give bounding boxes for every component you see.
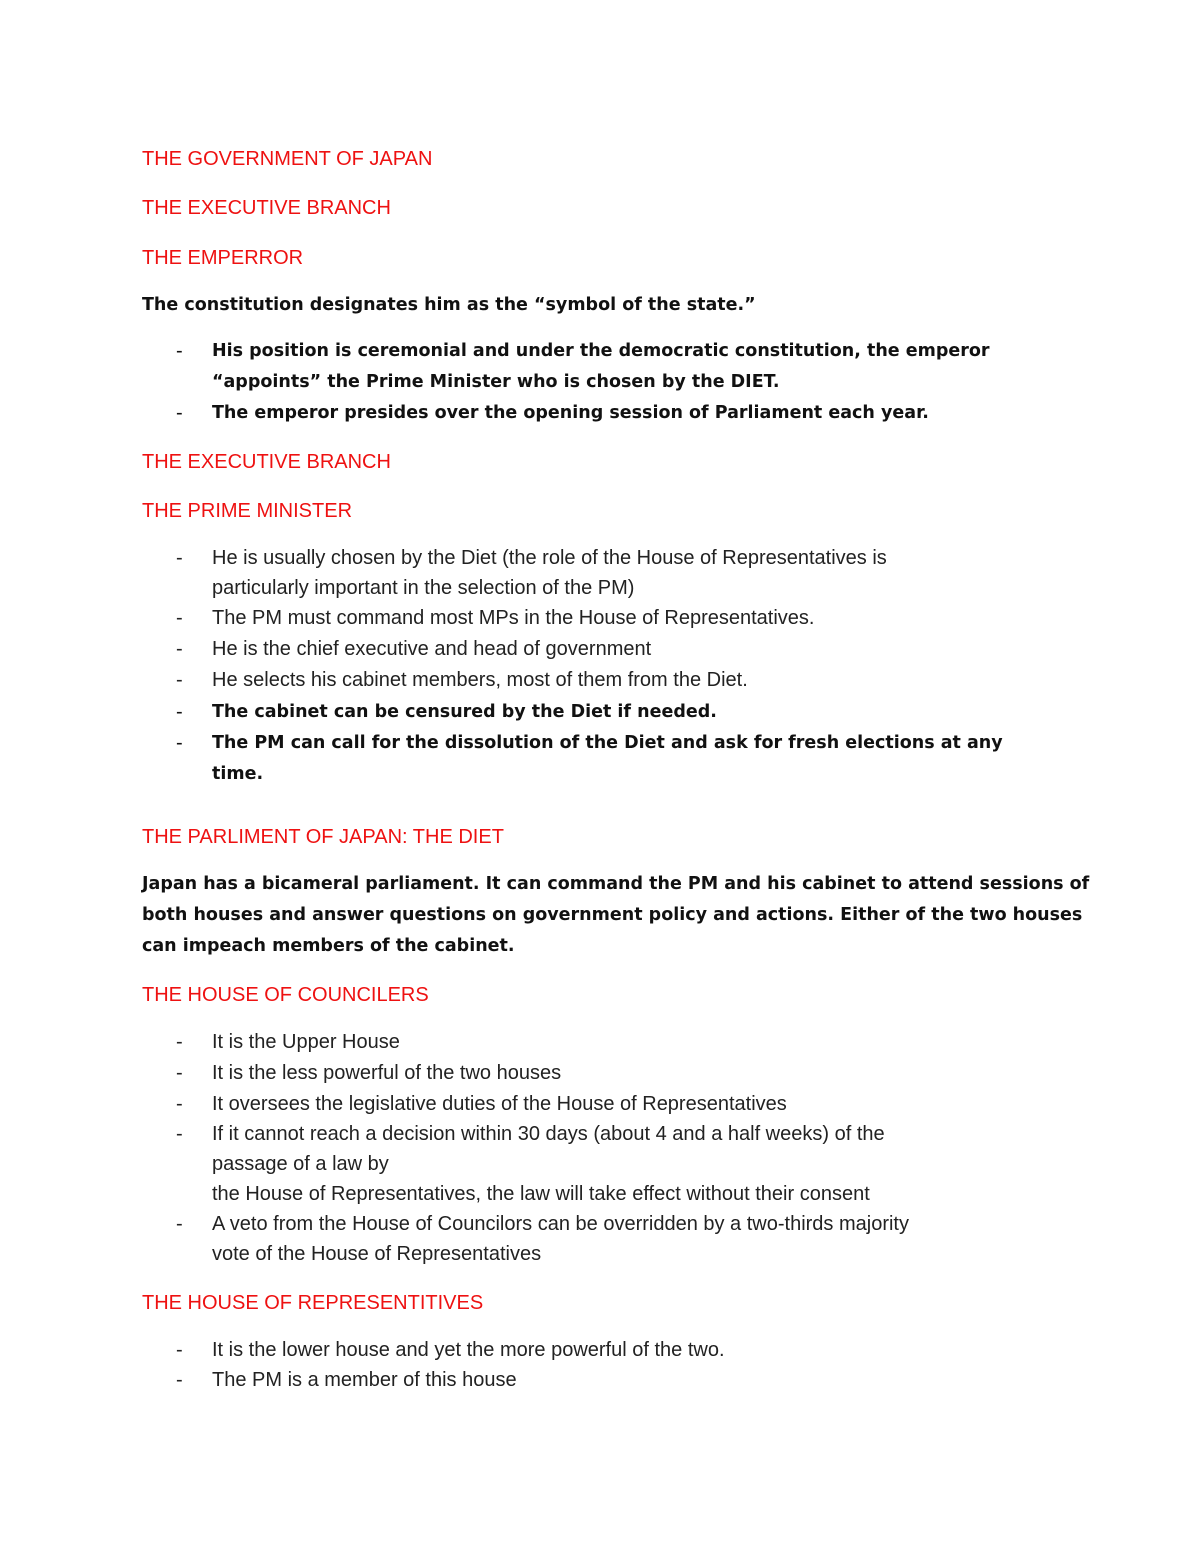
bullet-dash: - [176, 1062, 183, 1084]
list-item-text: It is the lower house and yet the more powerful of the two. [212, 1339, 725, 1361]
heading-emperor: THE EMPERROR [142, 247, 304, 269]
heading-house-of-councilors: THE HOUSE OF COUNCILERS [142, 984, 429, 1006]
bullet-dash: - [176, 607, 183, 629]
heading-parliament: THE PARLIMENT OF JAPAN: THE DIET [142, 826, 504, 848]
list-item-text: It is the less powerful of the two houses [212, 1062, 562, 1084]
parliament-intro-line: both houses and answer questions on government policy and actions. Either of the two houses [142, 905, 1083, 925]
list-item-text: “appoints” the Prime Minister who is chosen by the DIET. [212, 372, 780, 392]
list-item-text: The emperor presides over the opening session of Parliament each year. [212, 403, 929, 423]
heading-prime-minister: THE PRIME MINISTER [142, 500, 353, 522]
heading-executive-branch: THE EXECUTIVE BRANCH [142, 197, 391, 219]
bullet-dash: - [176, 1339, 183, 1361]
list-item-text: If it cannot reach a decision within 30 days (about 4 and a half weeks) of the [212, 1123, 885, 1145]
list-item-text: The PM is a member of this house [212, 1369, 517, 1391]
emperor-intro: The constitution designates him as the “symbol of the state.” [142, 295, 756, 315]
list-item-text: the House of Representatives, the law will take effect without their consent [212, 1183, 870, 1205]
bullet-dash: - [176, 701, 183, 723]
bullet-dash: - [176, 340, 183, 362]
list-item-text: He is usually chosen by the Diet (the role of the House of Representatives is [212, 547, 887, 569]
bullet-dash: - [176, 1213, 183, 1235]
list-item-text: The PM can call for the dissolution of the Diet and ask for fresh elections at any time. [212, 733, 1003, 784]
list-item-text: It oversees the legislative duties of the House of Representatives [212, 1093, 787, 1115]
heading-executive-branch: THE EXECUTIVE BRANCH [142, 451, 391, 473]
list-item-text: The PM must command most MPs in the House of Representatives. [212, 607, 815, 629]
list-item-text: A veto from the House of Councilors can be overridden by a two-thirds majority [212, 1213, 909, 1235]
list-item-text: He selects his cabinet members, most of them from the Diet. [212, 669, 748, 691]
bullet-dash: - [176, 638, 183, 660]
heading-government-of-japan: THE GOVERNMENT OF JAPAN [142, 148, 433, 170]
bullet-dash: - [176, 1123, 183, 1145]
heading-house-of-representatives: THE HOUSE OF REPRESENTITIVES [142, 1292, 484, 1314]
bullet-dash: - [176, 1031, 183, 1053]
bullet-dash: - [176, 732, 183, 754]
bullet-dash: - [176, 1093, 183, 1115]
parliament-intro-line: can impeach members of the cabinet. [142, 936, 515, 956]
bullet-dash: - [176, 402, 183, 424]
bullet-dash: - [176, 1369, 183, 1391]
list-item-text: It is the Upper House [212, 1031, 400, 1053]
parliament-intro-line: Japan has a bicameral parliament. It can command the PM and his cabinet to attend sessions of [142, 874, 1090, 894]
list-item-text: particularly important in the selection of the PM) [212, 577, 635, 599]
list-item-text: The cabinet can be censured by the Diet if needed. [212, 702, 717, 722]
list-item-text: passage of a law by [212, 1153, 389, 1175]
list-item-text: vote of the House of Representatives [212, 1243, 542, 1265]
bullet-dash: - [176, 669, 183, 691]
list-item-text: His position is ceremonial and under the democratic constitution, the emperor [212, 341, 990, 361]
bullet-dash: - [176, 547, 183, 569]
list-item-text: He is the chief executive and head of government [212, 638, 652, 660]
